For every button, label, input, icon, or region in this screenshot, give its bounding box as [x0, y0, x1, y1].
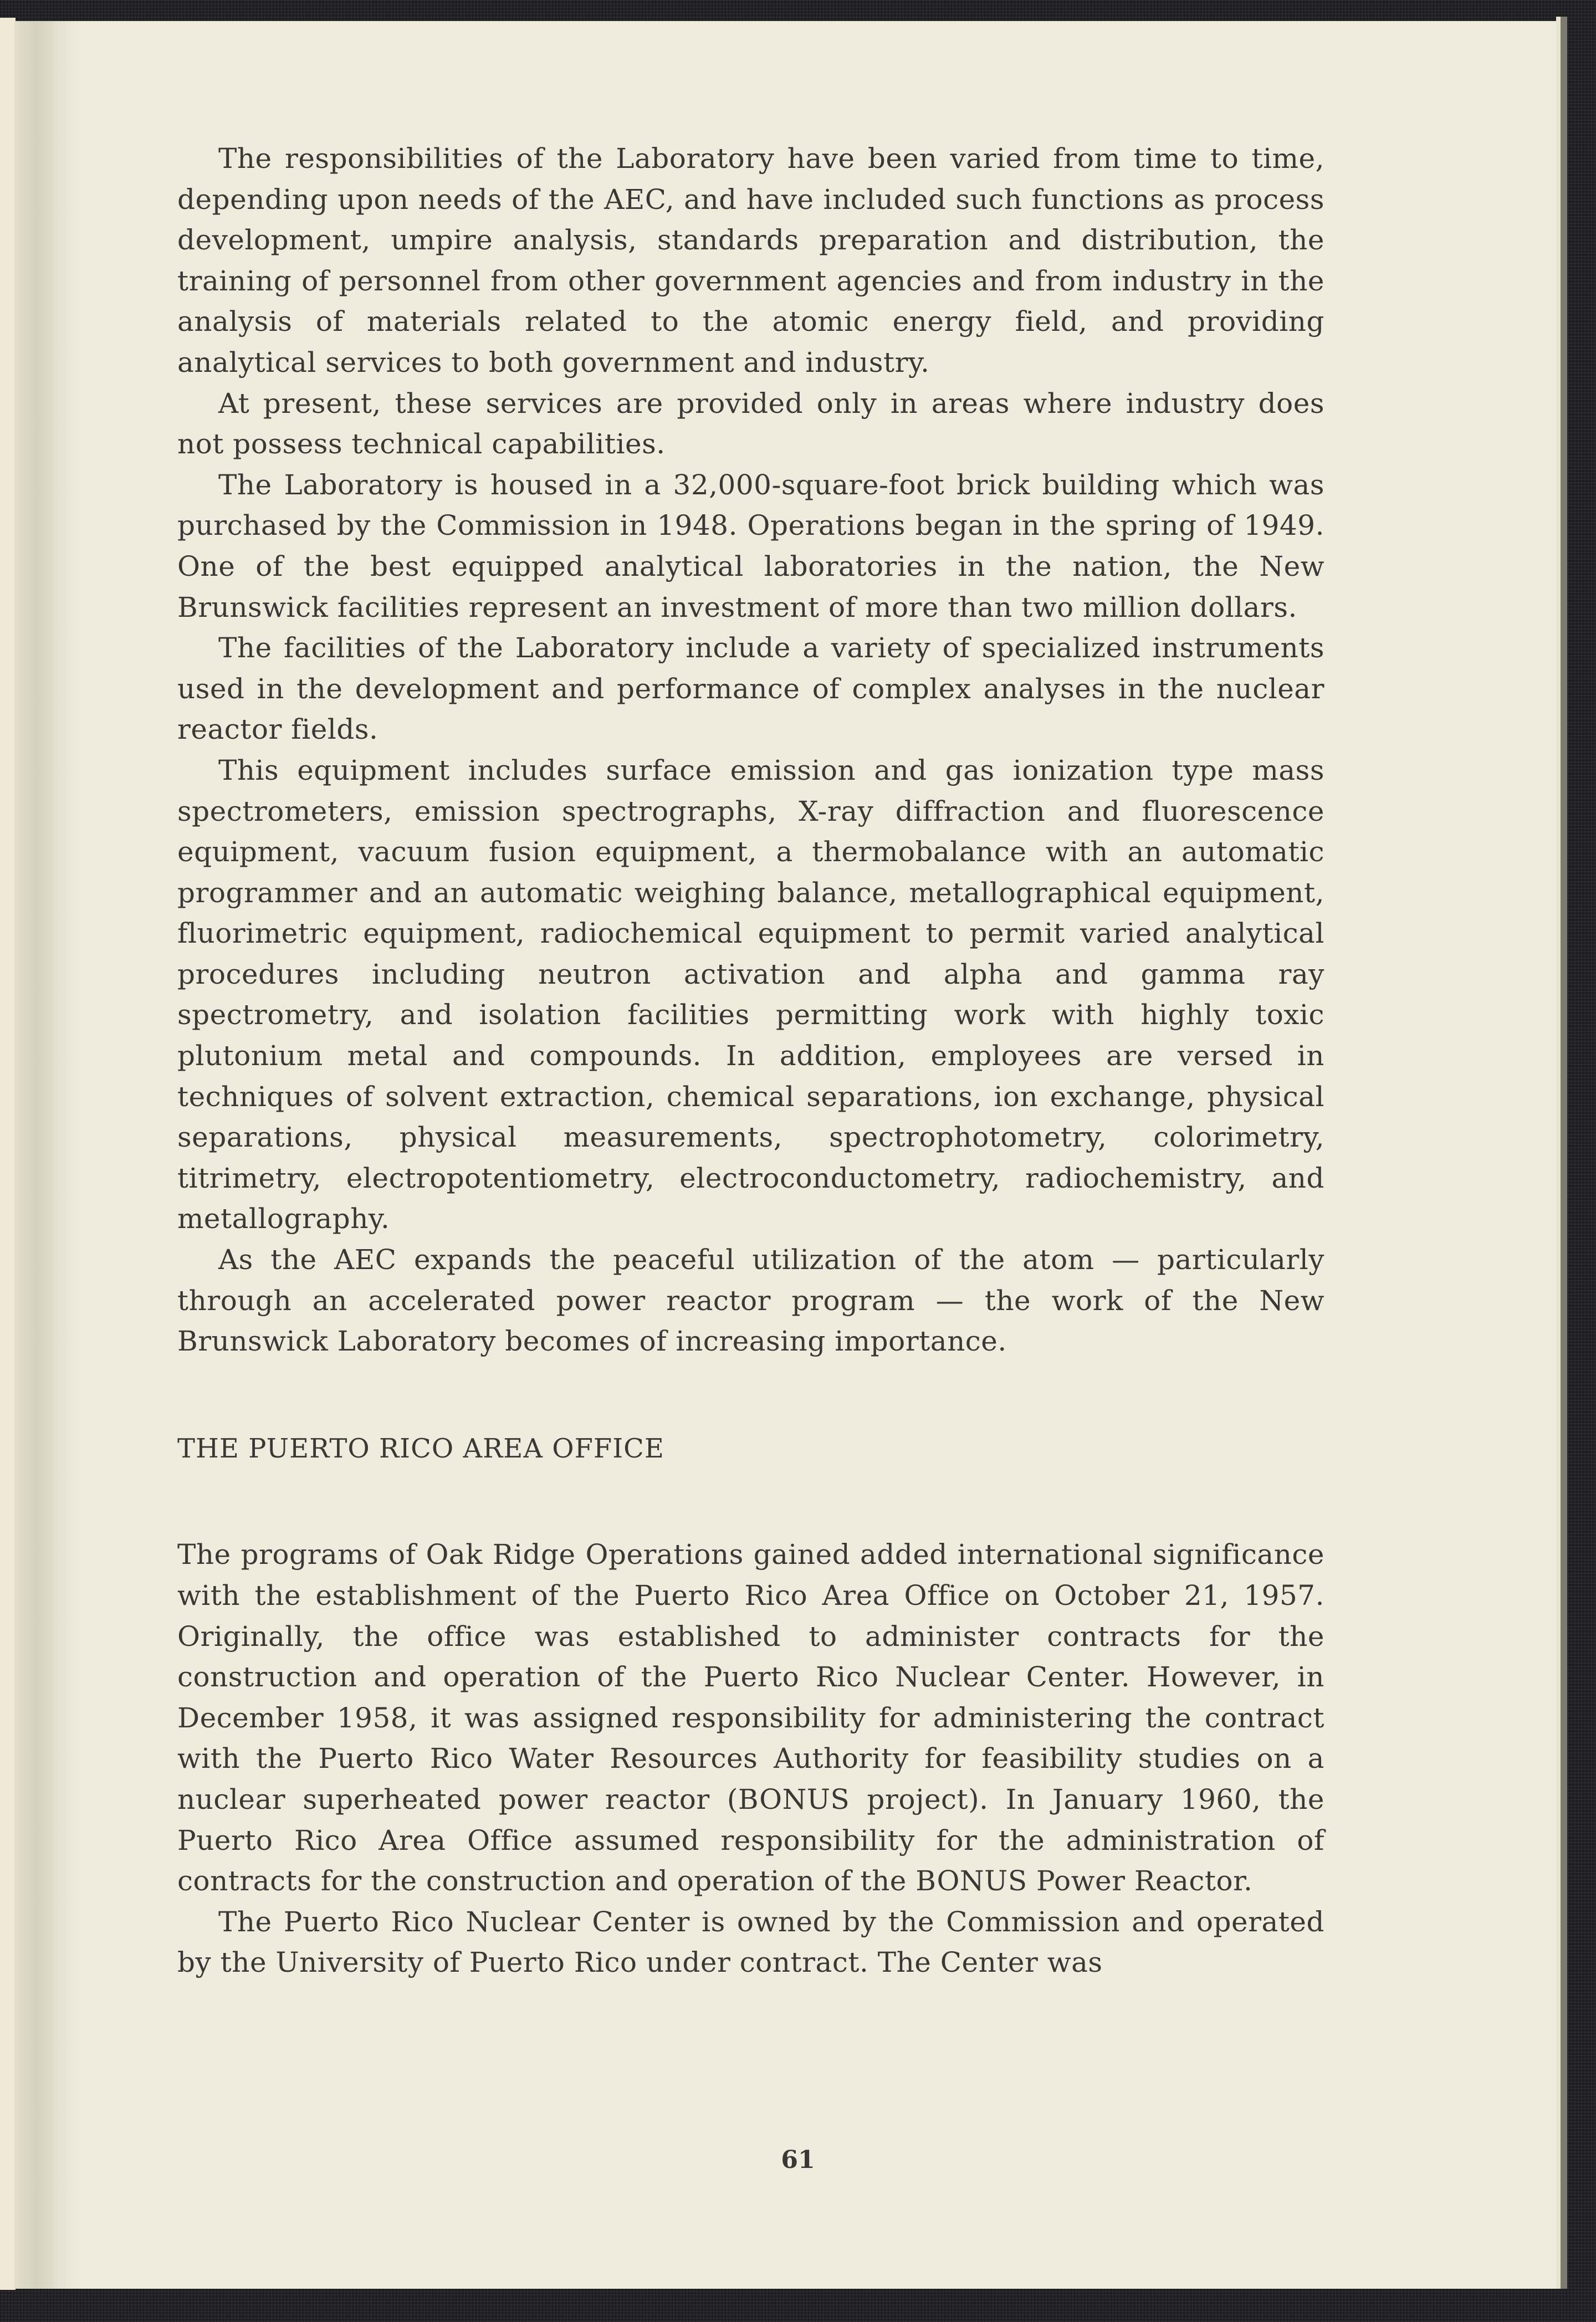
section-heading: THE PUERTO RICO AREA OFFICE: [177, 1433, 664, 1464]
paragraph-programs-oak-ridge: The programs of Oak Ridge Operations gained added international significance with the establishment of the Puerto Rico Area Office on October 21, 1957. Originally, the office was established to administer contracts for the construction and operation of the Puerto Rico Nuclear Center. However, in December 1958, it was assigned responsibility for administering the contract with the Puerto Rico Water Resources Authority for feasibility studies on a nuclear superheated power reactor (BONUS project). In January 1960, the Puerto Rico Area Office assumed responsibility for the administration of contracts for the construction and operation of the BONUS Power Reactor.: [177, 1538, 1324, 1898]
new-brunswick-laboratory-section: [177, 139, 1324, 1362]
paragraph-nuclear-center: The Puerto Rico Nuclear Center is owned by the Commission and operated by the University of Puerto Rico under contract. The Center was: [177, 1905, 1324, 1979]
page-number: 61: [781, 2146, 815, 2174]
paragraph-aec-expansion: As the AEC expands the peaceful utilization of the atom — particularly through an accelerated power reactor program — the work of the New Brunswick Laboratory becomes of increasing importance.: [177, 1244, 1324, 1358]
page-stack-edge: [1556, 17, 1567, 2289]
paragraph-laboratory-building: The Laboratory is housed in a 32,000-square-foot brick building which was purchased by the Commission in 1948. Operations began in the spring of 1949. One of the best equipped analytical laboratories in the nation, the New Brunswick facilities represent an investment of more than two million dollars.: [177, 468, 1324, 623]
paragraph-present-services: At present, these services are provided only in areas where industry does not possess technical capabilities.: [177, 387, 1324, 461]
paragraph-equipment: This equipment includes surface emission and gas ionization type mass spectrometers, emission spectrographs, X-ray diffraction and fluorescence equipment, vacuum fusion equipment, a thermobalance with an automatic programmer and an automatic weighing balance, metallographical equipment, fluorimetric equipment, radiochemical equipment to permit varied analytical procedures including neutron activation and alpha and gamma ray spectrometry, and isolation facilities permitting work with highly toxic plutonium metal and compounds. In addition, employees are versed in techniques of solvent extraction, chemical separations, ion exchange, physical separations, physical measurements, spectrophotometry, colorimetry, titrimetry, electropotentiometry, electroconductometry, radiochemistry, and metallography.: [177, 754, 1324, 1235]
page-body-text: [177, 139, 1324, 1983]
facing-page-edge: [0, 18, 16, 2290]
paragraph-responsibilities: The responsibilities of the Laboratory have been varied from time to time, depending upon needs of the AEC, and have included such functions as process development, umpire analysis, standards preparation and distribution, the training of personnel from other government agencies and from industry in the analysis of materials related to the atomic energy field, and providing analytical services to both government and industry.: [177, 142, 1324, 379]
puerto-rico-area-office-section: [177, 1429, 1324, 1983]
paragraph-facilities: The facilities of the Laboratory include a variety of specialized instruments used in the development and performance of complex analyses in the nuclear reactor fields.: [177, 632, 1324, 746]
